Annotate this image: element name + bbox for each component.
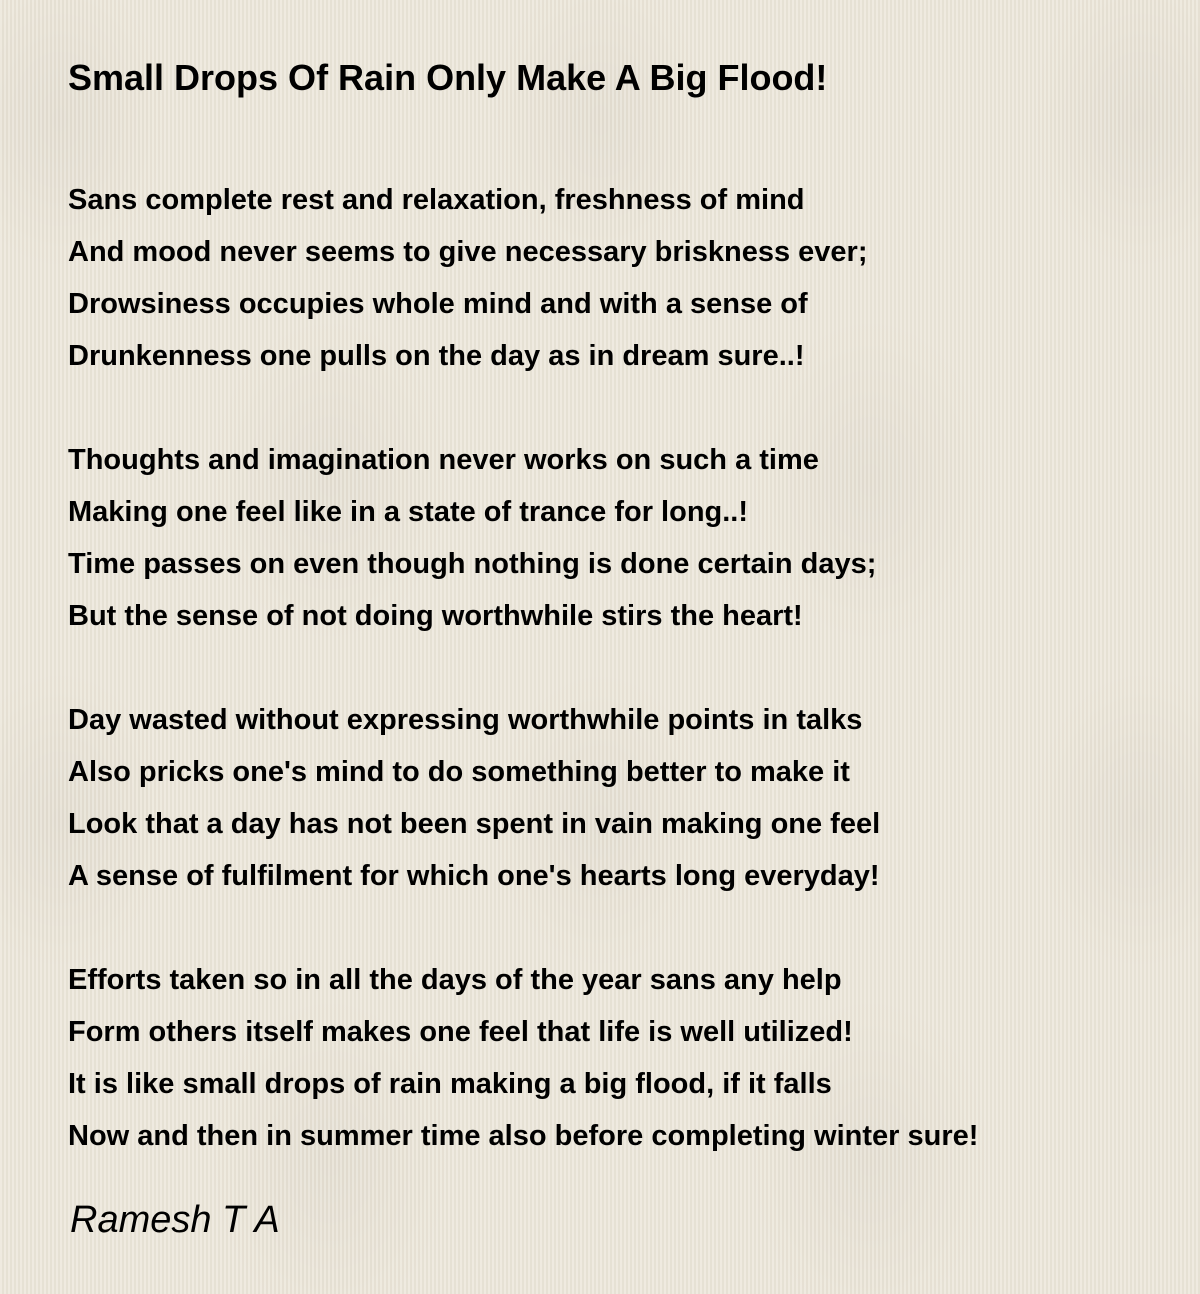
poem-page [68, 52, 1168, 1214]
stanza-2 [68, 434, 1168, 642]
poem-line: It is like small drops of rain making a big flood, if it falls [68, 1068, 832, 1100]
poem-line: But the sense of not doing worthwhile stirs the heart! [68, 600, 803, 632]
poem-title: Small Drops Of Rain Only Make A Big Flood! [68, 57, 828, 98]
poem-line: Now and then in summer time also before completing winter sure! [68, 1120, 979, 1152]
poem-line: Look that a day has not been spent in vain making one feel [68, 808, 881, 840]
poem-line: Time passes on even though nothing is done certain days; [68, 548, 877, 580]
poem-line: Form others itself makes one feel that life is well utilized! [68, 1016, 853, 1048]
poem-line: And mood never seems to give necessary briskness ever; [68, 236, 868, 268]
poem-line: Drunkenness one pulls on the day as in dream sure..! [68, 340, 805, 372]
poem-line: Also pricks one's mind to do something better to make it [68, 756, 850, 788]
poem-line: Drowsiness occupies whole mind and with a sense of [68, 288, 808, 320]
poem-line: A sense of fulfilment for which one's hearts long everyday! [68, 860, 880, 892]
stanza-4 [68, 954, 1168, 1162]
poem-line: Day wasted without expressing worthwhile points in talks [68, 704, 863, 736]
stanza-1 [68, 174, 1168, 382]
poem-author: Ramesh T A [70, 1199, 280, 1241]
stanza-3 [68, 694, 1168, 902]
poem-line: Thoughts and imagination never works on such a time [68, 444, 819, 476]
poem-line: Sans complete rest and relaxation, freshness of mind [68, 184, 805, 216]
poem-body [68, 174, 1168, 1162]
poem-line: Making one feel like in a state of trance for long..! [68, 496, 749, 528]
poem-line: Efforts taken so in all the days of the year sans any help [68, 964, 842, 996]
